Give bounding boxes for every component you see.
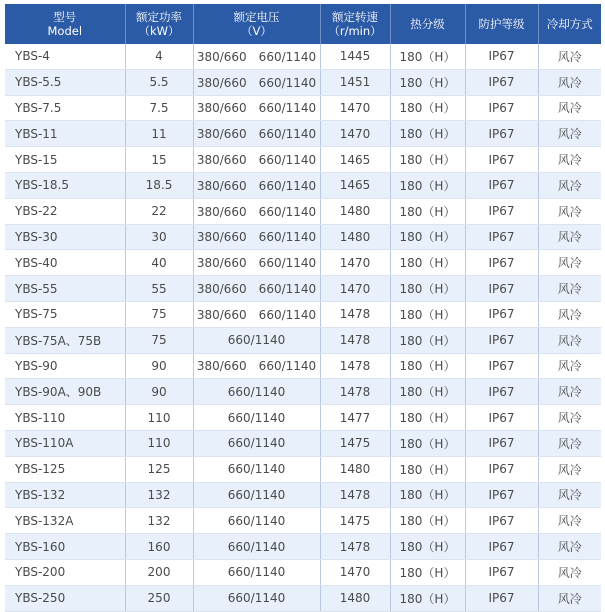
table-row [5,95,601,121]
table-row [5,44,601,69]
cell-cooling: 风冷 [538,534,601,560]
cell-insulation: 180（H） [390,224,465,250]
cell-model: YBS-250 [5,585,125,611]
cell-speed: 1475 [320,430,390,456]
header-insulation: 热分级 [390,4,465,44]
cell-voltage: 660/1140 [193,327,320,353]
cell-protection: IP67 [465,430,538,456]
cell-protection: IP67 [465,353,538,379]
cell-speed: 1470 [320,276,390,302]
cell-model: YBS-15 [5,147,125,173]
cell-model: YBS-5.5 [5,69,125,95]
cell-power: 160 [125,534,193,560]
cell-cooling: 风冷 [538,585,601,611]
cell-cooling: 风冷 [538,250,601,276]
cell-insulation: 180（H） [390,456,465,482]
cell-power: 132 [125,508,193,534]
cell-speed: 1477 [320,405,390,431]
cell-voltage: 660/1140 [193,585,320,611]
cell-voltage: 380/660 660/1140 [193,147,320,173]
cell-model: YBS-125 [5,456,125,482]
cell-cooling: 风冷 [538,456,601,482]
table-row [5,198,601,224]
cell-insulation: 180（H） [390,44,465,69]
cell-protection: IP67 [465,276,538,302]
cell-cooling: 风冷 [538,198,601,224]
table-row [5,456,601,482]
table-row [5,224,601,250]
table-row [5,121,601,147]
cell-cooling: 风冷 [538,405,601,431]
cell-voltage: 660/1140 [193,482,320,508]
cell-power: 7.5 [125,95,193,121]
table-row [5,301,601,327]
cell-voltage: 660/1140 [193,430,320,456]
header-model: 型号 Model [5,4,125,44]
cell-speed: 1480 [320,456,390,482]
cell-cooling: 风冷 [538,121,601,147]
cell-model: YBS-30 [5,224,125,250]
cell-voltage: 380/660 660/1140 [193,198,320,224]
cell-power: 75 [125,327,193,353]
motor-spec-table [5,4,601,612]
header-speed: 额定转速 （r/min） [320,4,390,44]
cell-voltage: 660/1140 [193,534,320,560]
cell-power: 200 [125,559,193,585]
cell-protection: IP67 [465,121,538,147]
table-row [5,405,601,431]
cell-cooling: 风冷 [538,69,601,95]
cell-insulation: 180（H） [390,172,465,198]
cell-speed: 1478 [320,482,390,508]
cell-model: YBS-90 [5,353,125,379]
cell-speed: 1470 [320,95,390,121]
table-body [5,44,601,611]
cell-protection: IP67 [465,559,538,585]
cell-insulation: 180（H） [390,198,465,224]
cell-cooling: 风冷 [538,224,601,250]
cell-speed: 1445 [320,44,390,69]
cell-power: 110 [125,430,193,456]
cell-cooling: 风冷 [538,508,601,534]
cell-speed: 1478 [320,353,390,379]
cell-power: 40 [125,250,193,276]
cell-speed: 1478 [320,379,390,405]
cell-voltage: 380/660 660/1140 [193,224,320,250]
cell-speed: 1451 [320,69,390,95]
cell-voltage: 380/660 660/1140 [193,301,320,327]
cell-protection: IP67 [465,69,538,95]
cell-protection: IP67 [465,327,538,353]
cell-speed: 1478 [320,534,390,560]
cell-model: YBS-18.5 [5,172,125,198]
header-cooling: 冷却方式 [538,4,601,44]
cell-voltage: 380/660 660/1140 [193,276,320,302]
cell-speed: 1478 [320,327,390,353]
cell-power: 18.5 [125,172,193,198]
cell-power: 4 [125,44,193,69]
table-row [5,482,601,508]
cell-voltage: 380/660 660/1140 [193,353,320,379]
cell-insulation: 180（H） [390,585,465,611]
cell-speed: 1480 [320,224,390,250]
cell-insulation: 180（H） [390,250,465,276]
cell-protection: IP67 [465,534,538,560]
cell-cooling: 风冷 [538,482,601,508]
cell-voltage: 660/1140 [193,559,320,585]
cell-model: YBS-90A、90B [5,379,125,405]
cell-cooling: 风冷 [538,430,601,456]
cell-model: YBS-11 [5,121,125,147]
table-row [5,430,601,456]
cell-insulation: 180（H） [390,147,465,173]
cell-protection: IP67 [465,198,538,224]
cell-voltage: 660/1140 [193,379,320,405]
cell-power: 30 [125,224,193,250]
cell-voltage: 660/1140 [193,508,320,534]
table-header-row [5,4,601,44]
cell-power: 11 [125,121,193,147]
cell-insulation: 180（H） [390,301,465,327]
cell-voltage: 380/660 660/1140 [193,172,320,198]
cell-protection: IP67 [465,250,538,276]
cell-model: YBS-40 [5,250,125,276]
cell-cooling: 风冷 [538,379,601,405]
cell-protection: IP67 [465,379,538,405]
cell-cooling: 风冷 [538,276,601,302]
cell-power: 55 [125,276,193,302]
cell-insulation: 180（H） [390,121,465,147]
cell-insulation: 180（H） [390,508,465,534]
cell-insulation: 180（H） [390,482,465,508]
cell-model: YBS-110A [5,430,125,456]
cell-model: YBS-22 [5,198,125,224]
cell-protection: IP67 [465,585,538,611]
cell-protection: IP67 [465,456,538,482]
cell-speed: 1480 [320,198,390,224]
cell-protection: IP67 [465,44,538,69]
cell-insulation: 180（H） [390,405,465,431]
table-row [5,147,601,173]
cell-voltage: 380/660 660/1140 [193,95,320,121]
cell-insulation: 180（H） [390,276,465,302]
cell-voltage: 660/1140 [193,456,320,482]
cell-model: YBS-132A [5,508,125,534]
table-row [5,508,601,534]
cell-speed: 1475 [320,508,390,534]
cell-power: 22 [125,198,193,224]
cell-insulation: 180（H） [390,327,465,353]
cell-insulation: 180（H） [390,95,465,121]
table-row [5,534,601,560]
cell-voltage: 380/660 660/1140 [193,250,320,276]
cell-protection: IP67 [465,147,538,173]
cell-power: 125 [125,456,193,482]
cell-power: 132 [125,482,193,508]
table-row [5,585,601,611]
cell-protection: IP67 [465,508,538,534]
cell-speed: 1470 [320,121,390,147]
cell-speed: 1480 [320,585,390,611]
cell-insulation: 180（H） [390,534,465,560]
cell-protection: IP67 [465,172,538,198]
cell-speed: 1470 [320,559,390,585]
table-row [5,379,601,405]
cell-model: YBS-132 [5,482,125,508]
cell-model: YBS-200 [5,559,125,585]
cell-cooling: 风冷 [538,353,601,379]
header-power: 额定功率 （kW） [125,4,193,44]
cell-voltage: 380/660 660/1140 [193,121,320,147]
cell-power: 250 [125,585,193,611]
cell-protection: IP67 [465,301,538,327]
cell-power: 110 [125,405,193,431]
cell-model: YBS-75A、75B [5,327,125,353]
cell-cooling: 风冷 [538,95,601,121]
cell-model: YBS-110 [5,405,125,431]
cell-power: 15 [125,147,193,173]
cell-model: YBS-55 [5,276,125,302]
cell-model: YBS-75 [5,301,125,327]
cell-power: 5.5 [125,69,193,95]
cell-power: 90 [125,353,193,379]
cell-cooling: 风冷 [538,147,601,173]
cell-model: YBS-4 [5,44,125,69]
cell-speed: 1478 [320,301,390,327]
cell-cooling: 风冷 [538,172,601,198]
header-voltage: 额定电压 （V） [193,4,320,44]
table-row [5,69,601,95]
cell-cooling: 风冷 [538,44,601,69]
cell-insulation: 180（H） [390,353,465,379]
cell-cooling: 风冷 [538,301,601,327]
cell-insulation: 180（H） [390,559,465,585]
cell-insulation: 180（H） [390,69,465,95]
cell-protection: IP67 [465,224,538,250]
table-row [5,250,601,276]
cell-insulation: 180（H） [390,430,465,456]
table-row [5,327,601,353]
cell-power: 90 [125,379,193,405]
table-row [5,172,601,198]
cell-speed: 1465 [320,147,390,173]
table-row [5,353,601,379]
cell-protection: IP67 [465,482,538,508]
header-protection: 防护等级 [465,4,538,44]
cell-protection: IP67 [465,95,538,121]
table-row [5,276,601,302]
table-row [5,559,601,585]
cell-voltage: 660/1140 [193,405,320,431]
cell-model: YBS-7.5 [5,95,125,121]
cell-model: YBS-160 [5,534,125,560]
cell-voltage: 380/660 660/1140 [193,69,320,95]
cell-protection: IP67 [465,405,538,431]
cell-cooling: 风冷 [538,327,601,353]
cell-cooling: 风冷 [538,559,601,585]
cell-power: 75 [125,301,193,327]
cell-voltage: 380/660 660/1140 [193,44,320,69]
cell-speed: 1465 [320,172,390,198]
cell-speed: 1470 [320,250,390,276]
cell-insulation: 180（H） [390,379,465,405]
